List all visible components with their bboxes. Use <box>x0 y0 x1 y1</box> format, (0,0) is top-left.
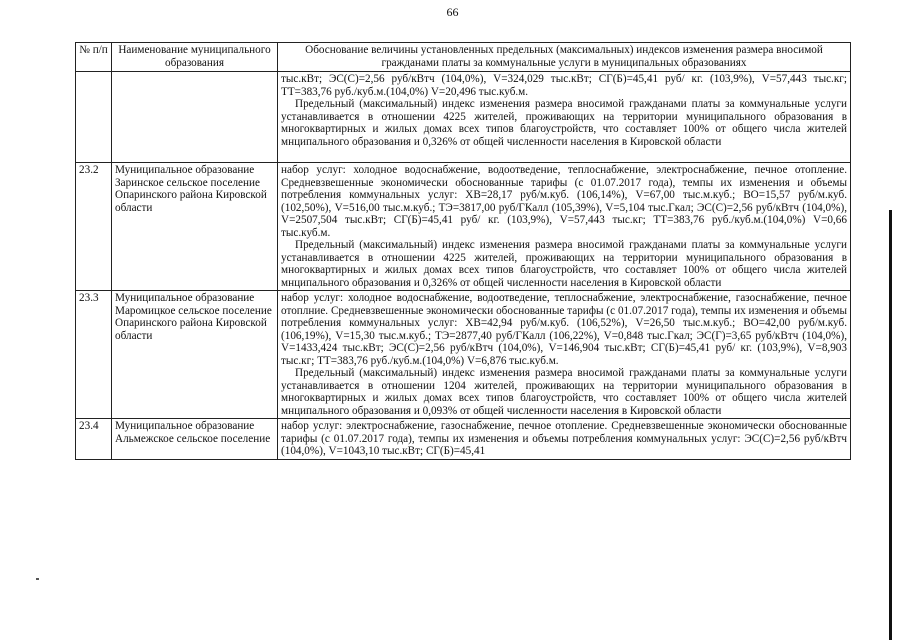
scan-speck <box>36 578 39 580</box>
table-header-row <box>76 43 851 72</box>
row-paragraph: набор услуг: холодное водоснабжение, водоотведение, теплоснабжение, электроснабжение, печное отопление. Средневзвешенные экономически обоснованные тарифы (с 01.07.2017 года), темпы их изменения и объемы потребления коммунальных услуг: ХВ=28,17 руб/м.куб. (106,14%), V=67,00 тыс.м.куб.; ВО=15,57 руб/м.куб. (102,50%), V=516,00 тыс.м.куб.; ТЭ=3817,00 руб/ГКалл (105,39%), V=5,104 тыс.Гкал; ЭС(С)=2,56 руб/кВтч (104,0%), V=2507,504 тыс.кВт; СГ(Б)=45,41 руб/ кг. (103,9%), V=57,443 тыс.кг; ТТ=383,76 руб./куб.м.(104,0%) V=0,66 тыс.куб.м. <box>281 164 847 239</box>
row-paragraph: Предельный (максимальный) индекс изменения размера вносимой гражданами платы за коммунальные услуги устанавливается в отношении 1204 жителей, проживающих на территории муниципального образования в многоквартирных и жилых домах всех типов благоустройств, что составляет 100% от общего числа жителей мнципального образования и 0,093% от общей численности населения в Кировской области <box>281 367 847 417</box>
row-municipality-name: Муниципальное образование Маромицкое сельское поселение Опаринского района Кировской области <box>112 291 278 419</box>
row-municipality-name: Муниципальное образование Альмежское сельское поселение <box>112 419 278 460</box>
table-row <box>76 72 851 163</box>
table-row <box>76 163 851 291</box>
row-municipality-name <box>112 72 278 163</box>
row-justification <box>278 291 851 419</box>
row-justification <box>278 163 851 291</box>
row-justification <box>278 419 851 460</box>
tariff-table <box>75 42 851 460</box>
row-number: 23.3 <box>76 291 112 419</box>
row-paragraph: набор услуг: холодное водоснабжение, водоотведение, теплоснабжение, электроснабжение, газоснабжение, печное отоплние. Средневзвешенные экономически обоснованные тарифы (с 01.07.2017 года), темпы их изменения и объемы потребления коммунальных услуг: ХВ=42,94 руб/м.куб. (106,52%), V=26,50 тыс.м.куб.; ВО=42,00 руб/м.куб. (106,19%), V=15,30 тыс.м.куб.; ТЭ=2877,40 руб/ГКалл (106,22%), V=0,848 тыс.Гкал; ЭС(Г)=3,65 руб/кВтч (104,0%), V=1433,424 тыс.кВт; ЭС(С)=2,56 руб/кВтч (104,0%), V=146,904 тыс.кВт; СГ(Б)=45,41 руб/ кг. (103,9%), V=8,903 тыс.кг; ТТ=383,76 руб./куб.м.(104,0%) V=6,876 тыс.куб.м. <box>281 292 847 367</box>
row-paragraph: Предельный (максимальный) индекс изменения размера вносимой гражданами платы за коммунальные услуги устанавливается в отношении 4225 жителей, проживающих на территории муниципального образования в многоквартирных и жилых домах всех типов благоустройств, что составляет 100% от общего числа жителей мнципального образования и 0,326% от общей численности населения в Кировской области <box>281 98 847 148</box>
header-municipality-name: Наименование муниципального образования <box>112 43 278 72</box>
row-paragraph: тыс.кВт; ЭС(С)=2,56 руб/кВтч (104,0%), V=324,029 тыс.кВт; СГ(Б)=45,41 руб/ кг. (103,9%), V=57,443 тыс.кг; ТТ=383,76 руб./куб.м.(104,0%) V=20,496 тыс.куб.м. <box>281 73 847 98</box>
table-row <box>76 291 851 419</box>
scan-edge-line <box>889 210 892 640</box>
row-paragraph: набор услуг: электроснабжение, газоснабжение, печное отопление. Средневзвешенные экономически обоснованные тарифы (с 01.07.2017 года), темпы их изменения и объемы потребления коммунальных услуг: ЭС(С)=2,56 руб/кВтч (104,0%), V=1043,10 тыс.кВт; СГ(Б)=45,41 <box>281 420 847 457</box>
row-number: 23.2 <box>76 163 112 291</box>
row-municipality-name: Муниципальное образование Заринское сельское поселение Опаринского района Кировской области <box>112 163 278 291</box>
page-number: 66 <box>446 5 459 19</box>
header-number: № п/п <box>76 43 112 72</box>
row-number: 23.4 <box>76 419 112 460</box>
header-justification: Обоснование величины установленных предельных (максимальных) индексов изменения размера вносимой гражданами платы за коммунальные услуги в муниципальных образованиях <box>278 43 851 72</box>
row-paragraph: Предельный (максимальный) индекс изменения размера вносимой гражданами платы за коммунальные услуги устанавливается в отношении 4225 жителей, проживающих на территории муниципального образования в многоквартирных и жилых домах всех типов благоустройств, что составляет 100% от общего числа жителей мнципального образования и 0,326% от общей численности населения в Кировской области <box>281 239 847 289</box>
row-justification <box>278 72 851 163</box>
row-number <box>76 72 112 163</box>
table-row <box>76 419 851 460</box>
